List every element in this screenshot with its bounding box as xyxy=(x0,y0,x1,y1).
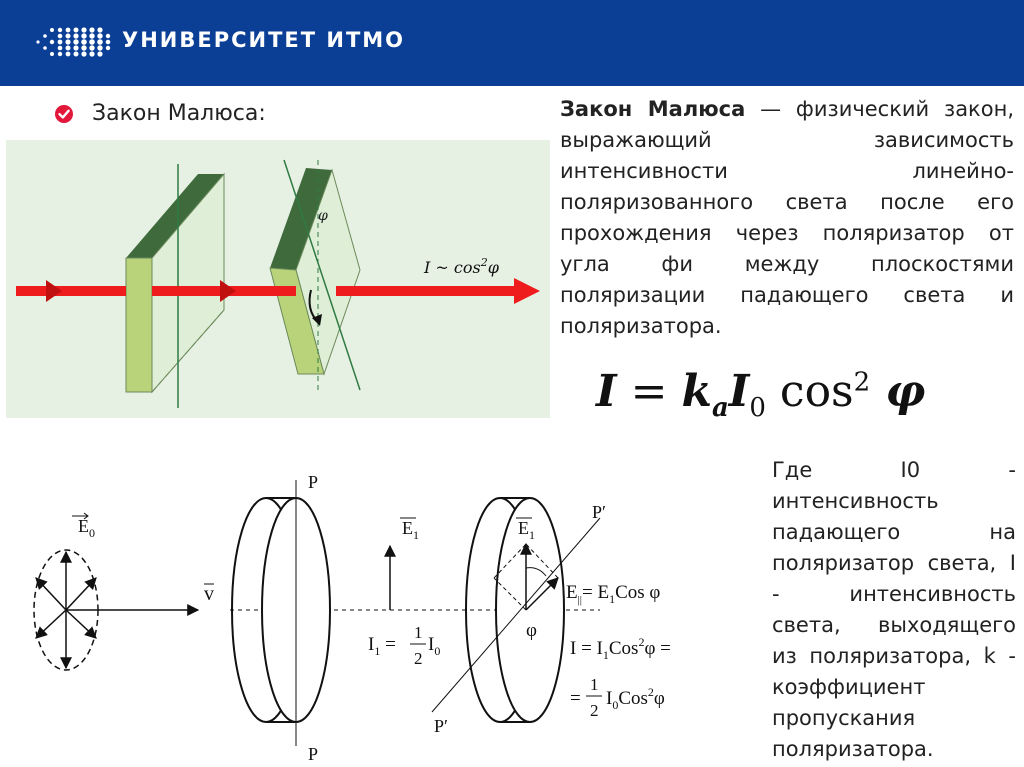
photo-angle-label: φ xyxy=(318,208,328,224)
malus-formula: $I = k_aI_0$ $\cos^2 \varphi$ xyxy=(596,366,926,423)
svg-text:I0: $I_0$ xyxy=(428,634,441,658)
slide-subtitle: Закон Малюса: xyxy=(92,101,266,126)
photo-formula-label: I ~ $\cos^2\varphi$ xyxy=(424,256,499,277)
polarizer-illustration xyxy=(6,140,550,418)
intensity-formula-2: $I_0Cos^2\varphi$ xyxy=(606,685,665,712)
pprime-bottom-label: P′ xyxy=(434,716,448,736)
e1b-label: $E_1$ xyxy=(518,518,535,542)
phi-label: φ xyxy=(526,620,537,641)
e0-label: $E_0$ xyxy=(78,516,95,540)
header-bar xyxy=(0,0,1024,86)
velocity-label: v xyxy=(204,583,214,605)
itmo-logo-icon xyxy=(34,24,114,60)
p-top-label: P xyxy=(308,472,319,492)
svg-text:2: 2 xyxy=(414,649,423,668)
e-parallel-formula: $E_{||}= E_1Cos$ φ xyxy=(566,582,661,606)
svg-text:=: = xyxy=(570,688,581,709)
p-bottom-label: P xyxy=(308,744,319,764)
checkmark-bullet-icon xyxy=(54,104,74,124)
svg-text:1: 1 xyxy=(414,623,423,642)
svg-text:1: 1 xyxy=(590,675,599,694)
i1-formula: $I_1$ = xyxy=(368,634,396,658)
intensity-formula-1: $I = I_1Cos^2\varphi$ = xyxy=(570,635,671,662)
definition-paragraph xyxy=(560,94,1014,342)
svg-text:2: 2 xyxy=(590,701,599,720)
legend-paragraph: Где I0 - интенсивность падающего на поляризатор света, I - интенсивность света, выходящего из поляризатора, k - коэффициент пропускания поляризатора. xyxy=(772,458,1016,761)
e1-label: $E_1$ xyxy=(402,518,419,542)
brand-name: УНИВЕРСИТЕТ ИТМО xyxy=(122,28,406,52)
plate1-side xyxy=(126,258,152,392)
definition-text: — физический закон, выражающий зависимость интенсивности линейно-поляризованного света после его прохождения через поляризатор от угла фи между плоскостями поляризации падающего света и поляризатора. xyxy=(560,97,1014,338)
polarization-diagram xyxy=(0,450,760,767)
definition-term: Закон Малюса xyxy=(560,97,746,121)
pprime-top-label: P′ xyxy=(592,502,606,522)
